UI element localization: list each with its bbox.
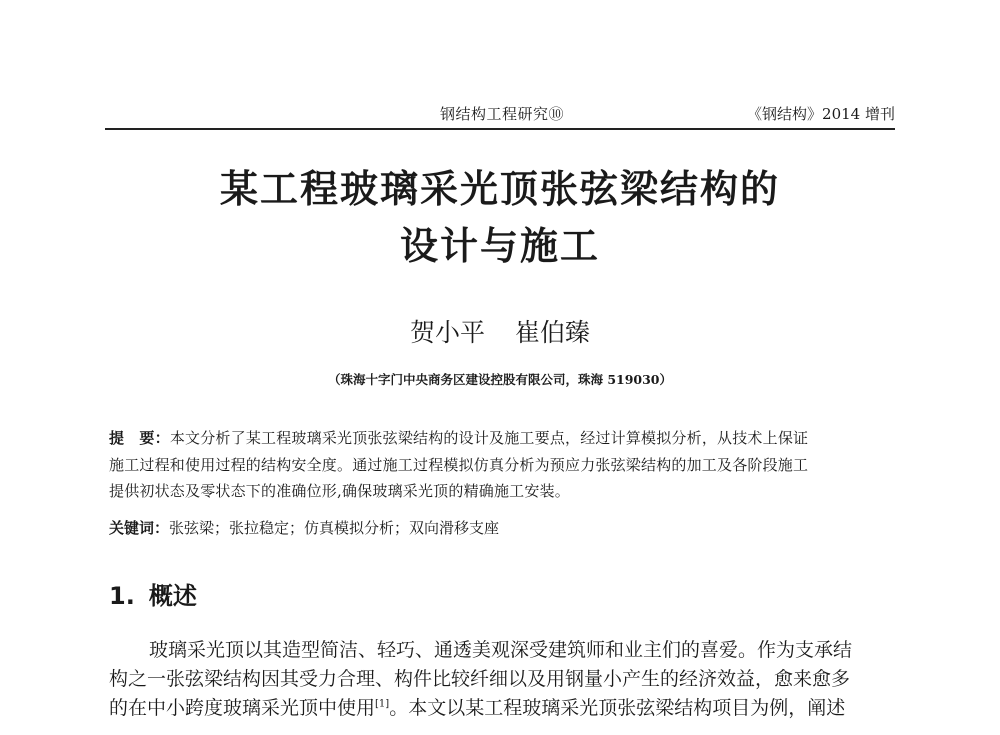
affiliation: （珠海十字门中央商务区建设控股有限公司，珠海 519030） xyxy=(327,372,673,387)
abstract-text: 本文分析了某工程玻璃采光顶张弦梁结构的设计及施工要点，经过计算模拟分析，从技术上保证 xyxy=(169,429,809,447)
keywords-text: 张弦梁；张拉稳定；仿真模拟分析；双向滑移支座 xyxy=(169,519,500,537)
author-name: 贺小平 xyxy=(409,318,485,347)
header-journal-name: 《钢结构》2014 增刊 xyxy=(747,105,895,123)
body-line: 构之一张弦梁结构因其受力合理、构件比较纤细以及用钢量小产生的经济效益，愈来愈多 xyxy=(109,668,851,690)
abstract-line: 施工过程和使用过程的结构安全度。通过施工过程模拟仿真分析为预应力张弦梁结构的加工及各阶段施工 xyxy=(109,455,809,474)
author-name: 崔伯臻 xyxy=(515,318,591,347)
section-number: 1. xyxy=(109,582,135,610)
body-line xyxy=(109,694,899,723)
abstract xyxy=(109,425,899,505)
keywords xyxy=(109,517,899,538)
keywords-label: 关键词： xyxy=(109,519,170,537)
author-list xyxy=(0,313,1000,349)
body-line: 玻璃采光顶以其造型简洁、轻巧、通透美观深受建筑师和业主们的喜爱。作为支承结 xyxy=(149,639,853,661)
abstract-label: 提 要： xyxy=(109,429,170,447)
paper-title-line-2: 设计与施工 xyxy=(399,224,600,268)
running-header xyxy=(105,101,895,127)
body-paragraph xyxy=(109,636,899,723)
body-text: 的在中小跨度玻璃采光顶中使用 xyxy=(109,697,376,719)
header-series-title: 钢结构工程研究⑩ xyxy=(440,105,565,123)
abstract-line: 提供初状态及零状态下的准确位形,确保玻璃采光顶的精确施工安装。 xyxy=(109,482,570,500)
body-text: 。本文以某工程玻璃采光顶张弦梁结构项目为例，阐述 xyxy=(389,697,846,719)
abstract-line xyxy=(109,425,899,452)
section-heading xyxy=(109,576,197,611)
citation-reference[interactable]: [1] xyxy=(375,698,390,710)
paper-title-line-1: 某工程玻璃采光顶张弦梁结构的 xyxy=(219,167,780,211)
section-title: 概述 xyxy=(148,582,197,610)
header-divider xyxy=(105,128,895,130)
